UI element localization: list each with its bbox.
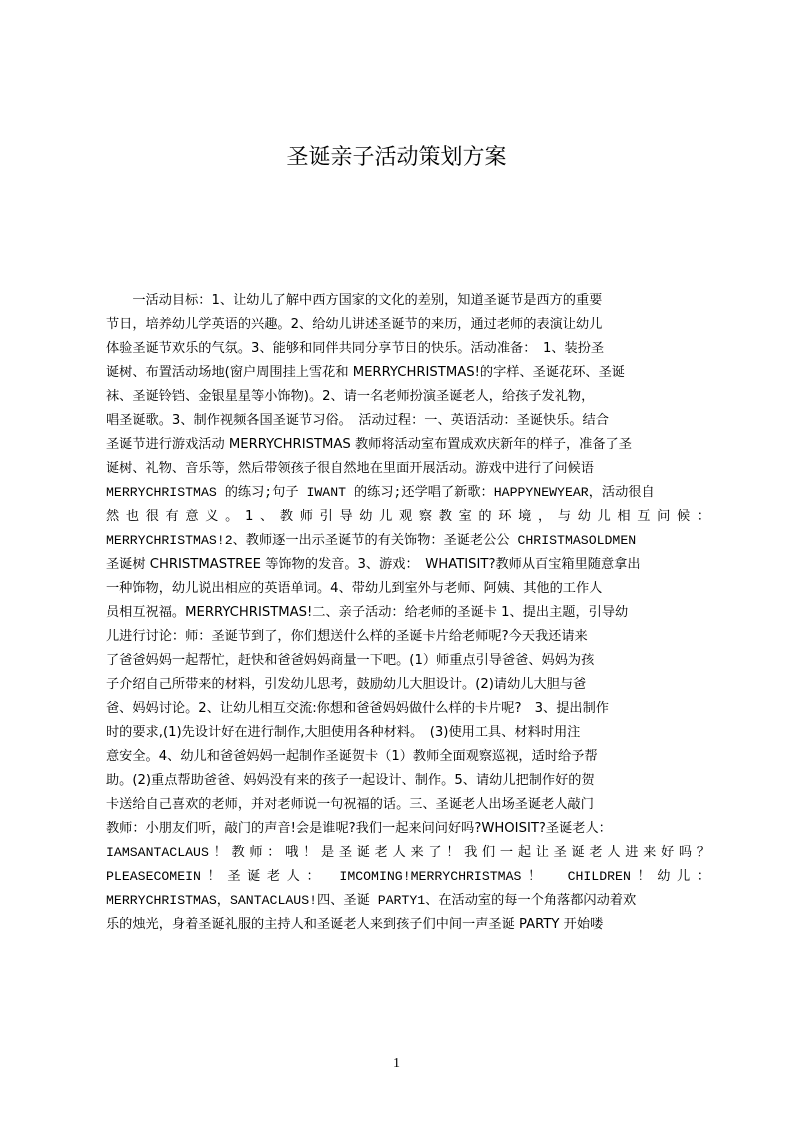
text-line: 意安全。4、幼儿和爸爸妈妈一起制作圣诞贺卡（1）教师全面观察巡视，适时给予帮 (106, 749, 598, 764)
text-line: 乐的烛光，身着圣诞礼服的主持人和圣诞老人来到孩子们中间一声圣诞 PARTY 开始喽 (106, 917, 604, 932)
text-line: 体验圣诞节欢乐的气氛。3、能够和同伴共同分享节日的快乐。活动准备： 1、装扮圣 (106, 341, 605, 356)
text-line: 一活动目标：1、让幼儿了解中西方国家的文化的差别，知道圣诞节是西方的重要 (106, 293, 603, 308)
text-line: 卡送给自己喜欢的老师，并对老师说一句祝福的话。三、圣诞老人出场圣诞老人敲门 (106, 797, 594, 812)
text-line: 子介绍自己所带来的材料，引发幼儿思考，鼓励幼儿大胆设计。(2)请幼儿大胆与爸 (106, 677, 587, 692)
text-line: 助。(2)重点帮助爸爸、妈妈没有来的孩子一起设计、制作。5、请幼儿把制作好的贺 (106, 773, 595, 788)
text-line: 袜、圣诞铃铛、金银星星等小饰物)。2、请一名老师扮演圣诞老人，给孩子发礼物， (106, 389, 595, 404)
text-line: 圣诞节进行游戏活动 MERRYCHRISTMAS 教师将活动室布置成欢庆新年的样子，准备了圣 (106, 437, 632, 452)
page-title: 圣诞亲子活动策划方案 (286, 145, 507, 170)
text-line: MERRYCHRISTMAS，SANTACLAUS!四、圣诞 PARTY1、在活动室的每一个角落都闪动着欢 (106, 893, 637, 908)
text-line: 教师：小朋友们听，敲门的声音!会是谁呢?我们一起来问问好吗?WHOISIT?圣诞老人： (106, 821, 612, 836)
text-line: MERRYCHRISTMAS!2、教师逐一出示圣诞节的有关饰物：圣诞老公公 CHRISTMASOLDMEN (106, 533, 637, 548)
text-line: PLEASECOMEIN！圣诞老人： IMCOMING!MERRYCHRISTMAS！ CHILDREN！幼儿： (106, 869, 710, 884)
text-line: IAMSANTACLAUS！教师：哦！是圣诞老人来了！我们一起让圣诞老人进来好吗？ (106, 845, 710, 860)
text-line: 唱圣诞歌。3、制作视频各国圣诞节习俗。 活动过程：一、英语活动：圣诞快乐。结合 (106, 413, 609, 428)
text-line: 了爸爸妈妈一起帮忙，赶快和爸爸妈妈商量一下吧。(1）师重点引导爸爸、妈妈为孩 (106, 653, 595, 668)
text-line: 诞树、礼物、音乐等，然后带领孩子很自然地在里面开展活动。游戏中进行了问候语 (106, 461, 594, 476)
text-line: 爸、妈妈讨论。2、让幼儿相互交流:你想和爸爸妈妈做什么样的卡片呢? 3、提出制作 (106, 701, 609, 716)
text-line: 时的要求,(1)先设计好在进行制作,大胆使用各种材料。 (3)使用工具、材料时用注 (106, 725, 581, 740)
text-line: MERRYCHRISTMAS 的练习;句子 IWANT 的练习;还学唱了新歌：HAPPYNEWYEAR，活动很自 (106, 485, 655, 500)
text-line: 节日，培养幼儿学英语的兴趣。2、给幼儿讲述圣诞节的来历，通过老师的表演让幼儿 (106, 317, 603, 332)
text-line: 圣诞树 CHRISTMASTREE 等饰物的发音。3、游戏： WHATISIT?教师从百宝箱里随意拿出 (106, 557, 641, 572)
text-line: 一种饰物，幼儿说出相应的英语单词。4、带幼儿到室外与老师、阿姨、其他的工作人 (106, 581, 603, 596)
page-number: 1 (393, 1056, 400, 1071)
text-line: 儿进行讨论：师：圣诞节到了，你们想送什么样的圣诞卡片给老师呢?今天我还请来 (106, 629, 588, 644)
text-line: 诞树、布置活动场地(窗户周围挂上雪花和 MERRYCHRISTMAS!的字样、圣诞花环、圣诞 (106, 365, 625, 380)
text-line: 然也很有意义。1、教师引导幼儿观察教室的环境，与幼儿相互问候： (106, 509, 710, 524)
text-line: 员相互祝福。MERRYCHRISTMAS!二、亲子活动：给老师的圣诞卡 1、提出主题，引导幼 (106, 605, 629, 620)
body-text (106, 289, 710, 1009)
